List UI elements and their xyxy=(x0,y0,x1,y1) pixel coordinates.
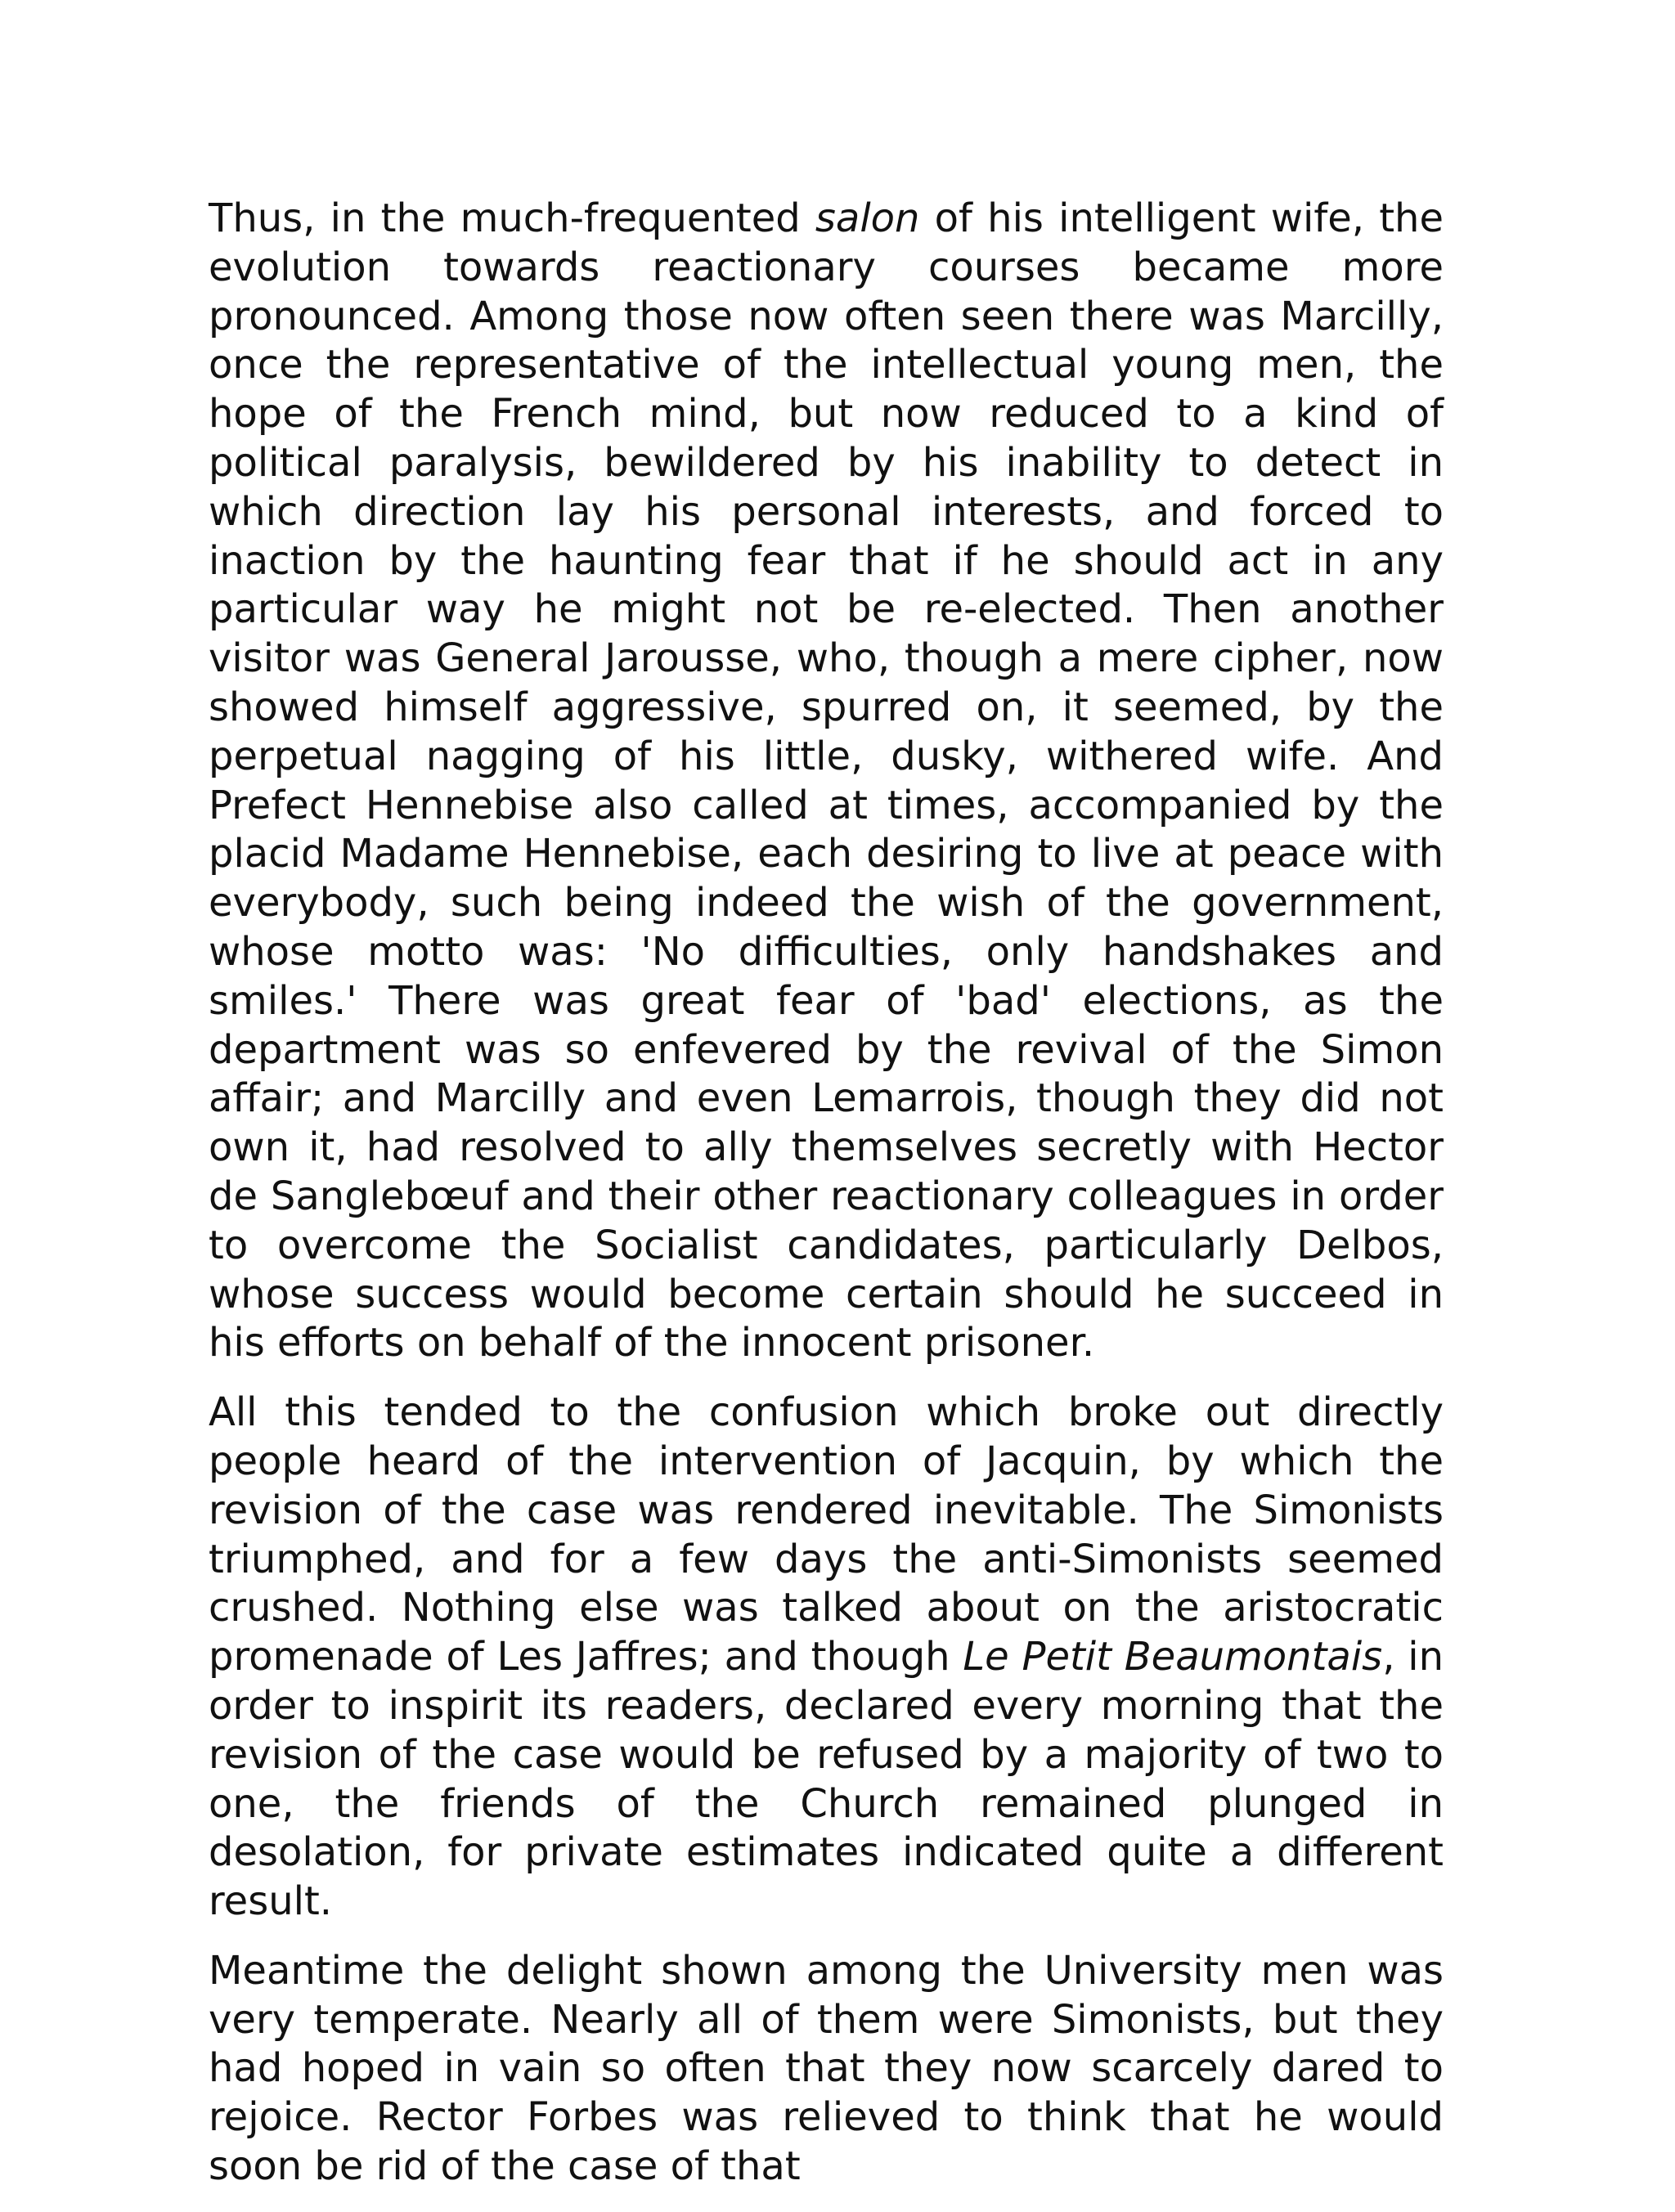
paragraph-1-italic-salon: salon xyxy=(815,195,920,241)
paragraph-2-text-1: All this tended to the confusion which broke out directly people heard of the intervention of Jacquin, by which the revision of the case was rendered inevitable. The Simonists triumphed, and for a few days the anti-Simonists seemed crushed. Nothing else was talked about on the aristocratic promenade of Les Jaffres; and though xyxy=(209,1389,1444,1680)
paragraph-1-text-1: Thus, in the much-frequented xyxy=(209,195,815,241)
document-page xyxy=(209,195,1444,2212)
paragraph-3 xyxy=(209,1947,1444,2192)
paragraph-1-text-2: of his intelligent wife, the evolution towards reactionary courses became more pronounced. Among those now often seen there was Marcilly, once the representative of the intellectual young men, the hope of the French mind, but now reduced to a kind of political paralysis, bewildered by his inability to detect in which direction lay his personal interests, and forced to inaction by the haunting fear that if he should act in any particular way he might not be re-elected. Then another visitor was General Jarousse, who, though a mere cipher, now showed himself aggressive, spurred on, it seemed, by the perpetual nagging of his little, dusky, withered wife. And Prefect Hennebise also called at times, accompanied by the placid Madame Hennebise, each desiring to live at peace with everybody, such being indeed the wish of the government, whose motto was: 'No difficulties, only handshakes and smiles.' There was great fear of 'bad' elections, as the department was so enfevered by the revival of the Simon affair; and Marcilly and even Lemarrois, though they did not own it, had resolved to ally themselves secretly with Hector de Sanglebœuf and their other reactionary colleagues in order to overcome the Socialist candidates, particularly Delbos, whose success would become certain should he succeed in his efforts on behalf of the innocent prisoner. xyxy=(209,195,1444,1366)
paragraph-2-text-2: , in order to inspirit its readers, declared every morning that the revision of the case would be refused by a majority of two to one, the friends of the Church remained plunged in desolation, for private estimates indicated quite a different result. xyxy=(209,1634,1444,1925)
paragraph-1 xyxy=(209,195,1444,1368)
paragraph-3-text-1: Meantime the delight shown among the University men was very temperate. Nearly all of them were Simonists, but they had hoped in vain so often that they now scarcely dared to rejoice. Rector Forbes was relieved to think that he would soon be rid of the case of that xyxy=(209,1947,1444,2190)
paragraph-2-italic-newspaper-title: Le Petit Beaumontais xyxy=(963,1634,1383,1680)
paragraph-2 xyxy=(209,1389,1444,1927)
